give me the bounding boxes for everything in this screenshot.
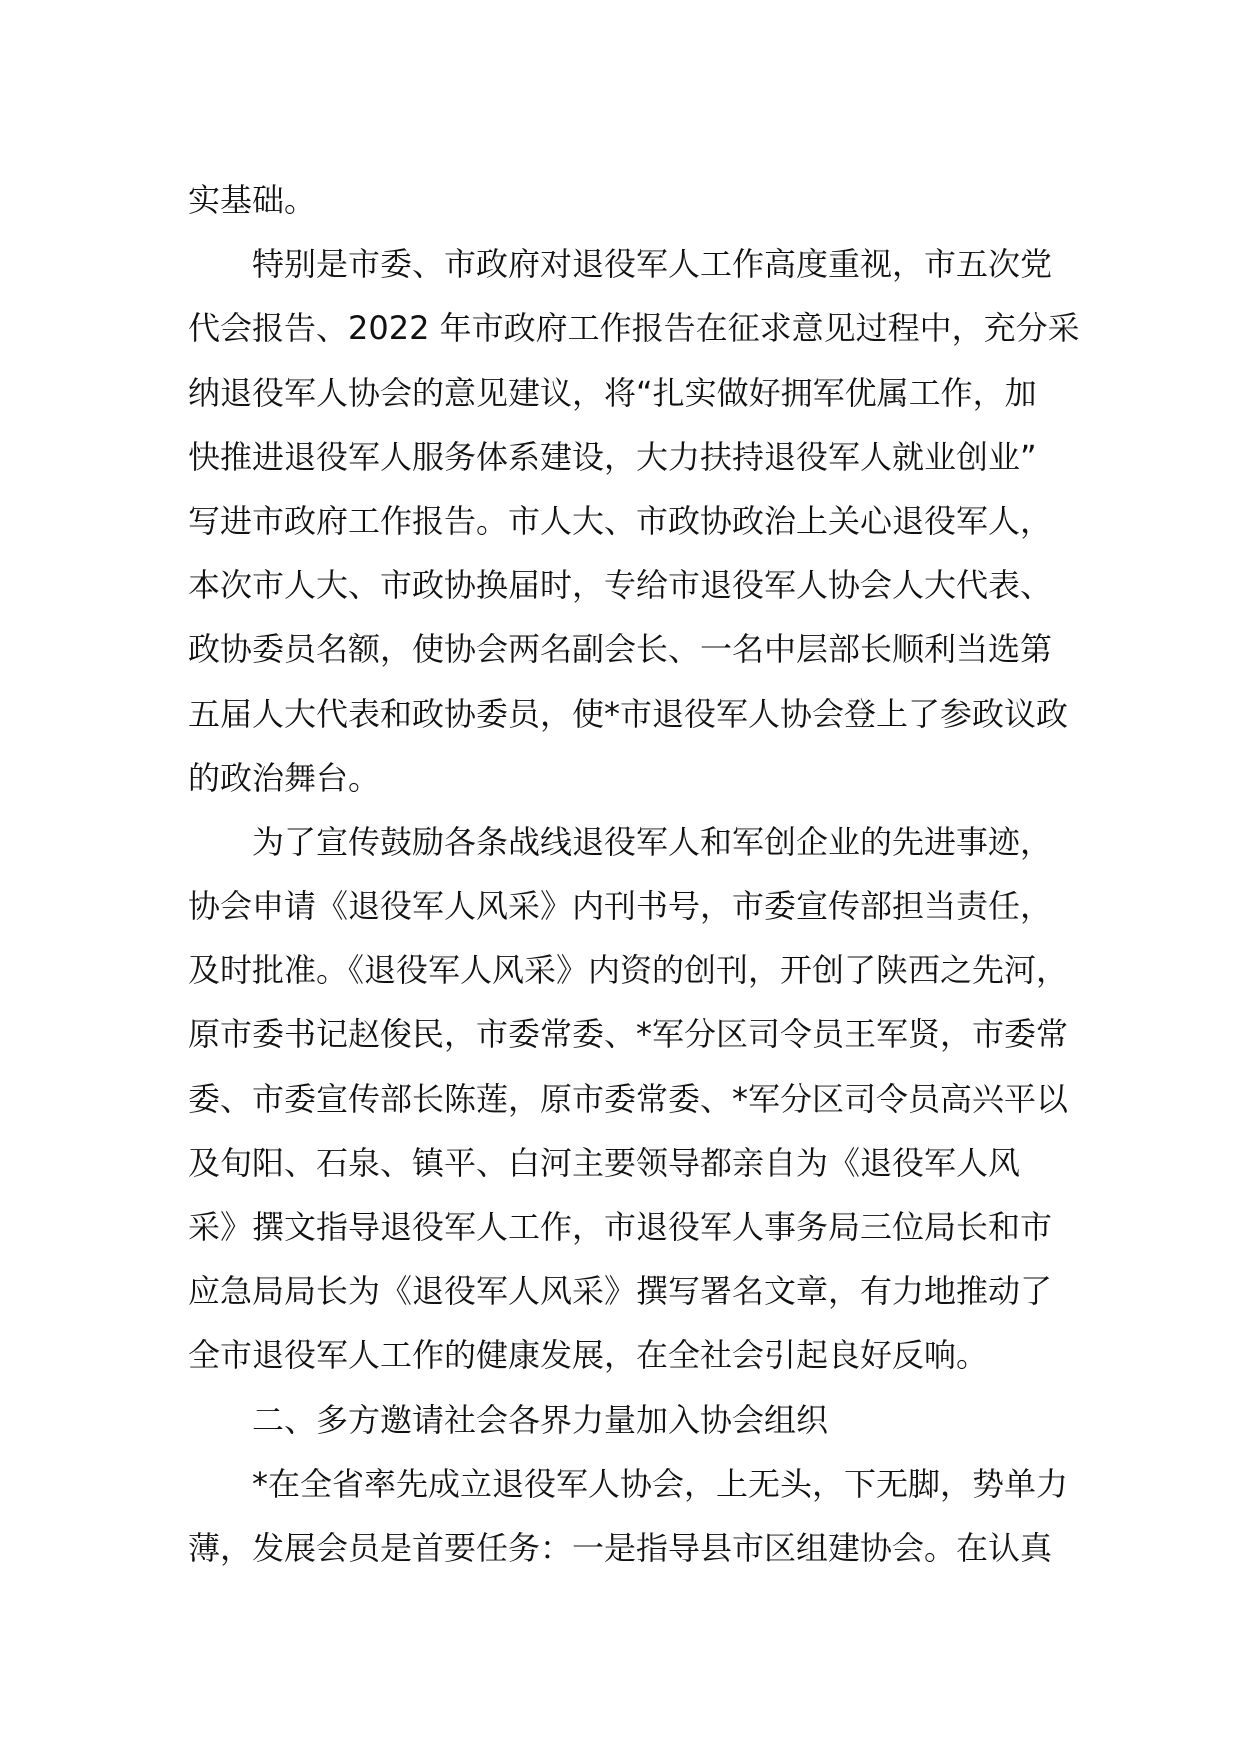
text-line: 写进市政府工作报告。市人大、市政协政治上关心退役军人，: [188, 501, 1053, 540]
paragraph-start: 特别是市委、市政府对退役军人工作高度重视，市五次党: [252, 245, 1053, 284]
text-line: 代会报告、2022 年市政府工作报告在征求意见过程中，充分采: [188, 309, 1080, 348]
text-line: 及时批准。《退役军人风采》内资的创刊，开创了陕西之先河，: [188, 951, 1069, 990]
text-line: 五届人大代表和政协委员，使*市退役军人协会登上了参政议政: [188, 694, 1069, 733]
paragraph-start: *在全省率先成立退役军人协会，上无头，下无脚，势单力: [252, 1464, 1069, 1503]
text-line: 委、市委宣传部长陈莲，原市委常委、*军分区司令员高兴平以: [188, 1079, 1069, 1118]
text-line: 快推进退役军人服务体系建设，大力扶持退役军人就业创业”: [188, 437, 1037, 476]
text-line: 应急局局长为《退役军人风采》撰写署名文章，有力地推动了: [188, 1272, 1053, 1311]
text-line: 原市委书记赵俊民，市委常委、*军分区司令员王军贤，市委常: [188, 1015, 1069, 1054]
paragraph-start: 为了宣传鼓励各条战线退役军人和军创企业的先进事迹，: [252, 822, 1053, 861]
text-line: 实基础。: [188, 181, 317, 219]
document-body: [188, 168, 1080, 1580]
text-line: 全市退役军人工作的健康发展，在全社会引起良好反响。: [188, 1336, 989, 1375]
text-line: 及旬阳、石泉、镇平、白河主要领导都亲自为《退役军人风: [188, 1143, 1021, 1182]
text-line: 采》撰文指导退役军人工作，市退役军人事务局三位局长和市: [188, 1208, 1053, 1246]
text-line: 本次市人大、市政协换届时，专给市退役军人协会人大代表、: [188, 566, 1053, 605]
text-line: 纳退役军人协会的意见建议，将“扎实做好拥军优属工作，加: [188, 373, 1037, 412]
text-line: 的政治舞台。: [188, 758, 381, 797]
text-line: 政协委员名额，使协会两名副会长、一名中层部长顺利当选第: [188, 630, 1053, 669]
text-line: 协会申请《退役军人风采》内刊书号，市委宣传部担当责任，: [188, 887, 1053, 926]
section-heading: 二、多方邀请社会各界力量加入协会组织: [252, 1400, 829, 1439]
text-line: 薄，发展会员是首要任务：一是指导县市区组建协会。在认真: [188, 1528, 1053, 1567]
